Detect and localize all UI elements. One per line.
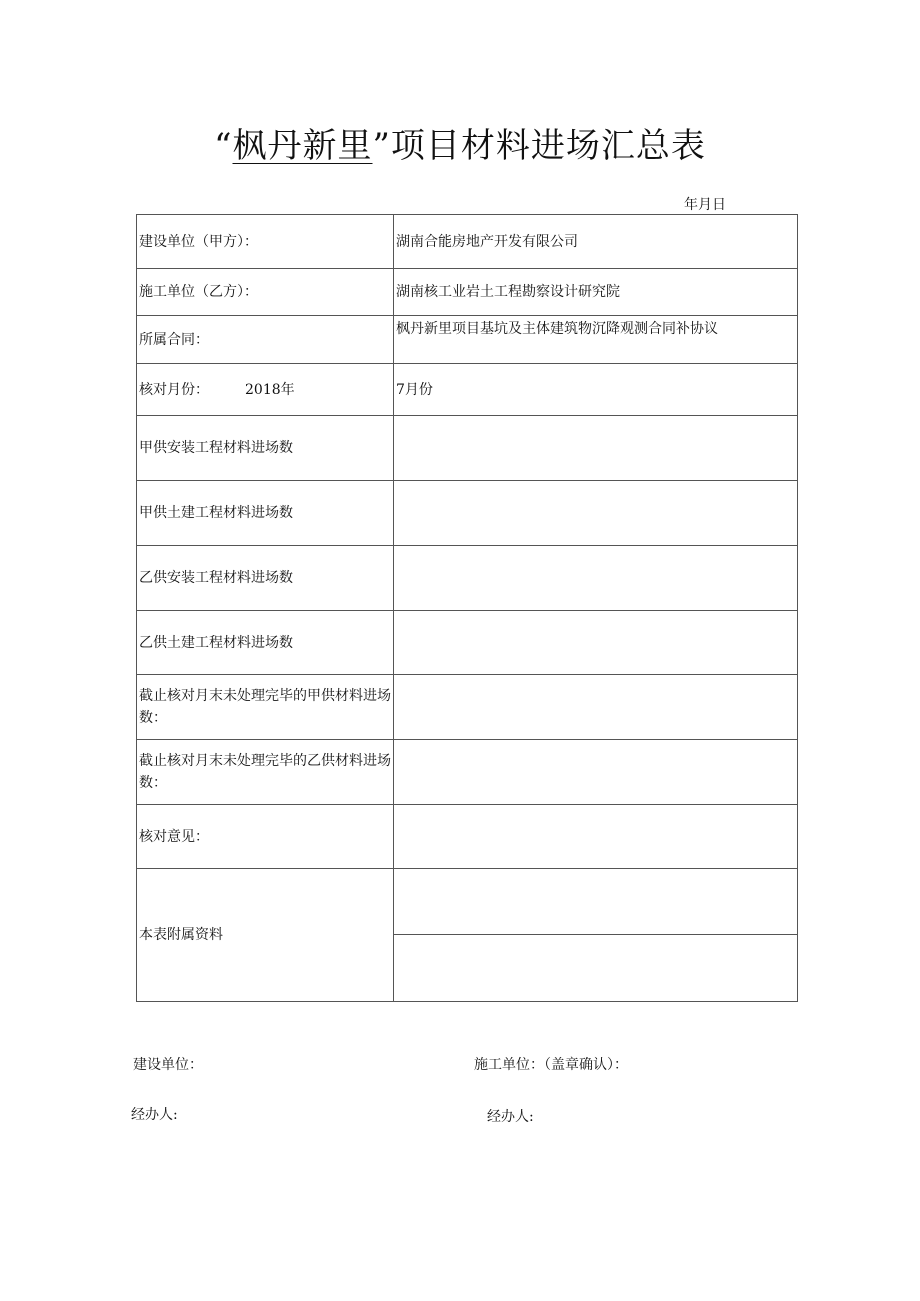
table-row xyxy=(137,215,798,269)
agent-right-label: 经办人: xyxy=(487,1109,534,1125)
page-title xyxy=(0,118,920,167)
row-f-value xyxy=(394,740,798,805)
builder-label: 建设单位（甲方）： xyxy=(137,215,394,269)
row-f-label: 截止核对月末未处理完毕的乙供材料进场数： xyxy=(137,740,394,805)
table-row xyxy=(137,805,798,869)
title-quote-open: “ xyxy=(214,126,233,166)
contractor-label: 施工单位（乙方）： xyxy=(137,269,394,316)
table-row xyxy=(137,269,798,316)
summary-table xyxy=(136,214,798,1002)
contract-value: 枫丹新里项目基坑及主体建筑物沉降观测合同补协议 xyxy=(394,316,798,364)
title-project-name: 枫丹新里 xyxy=(232,126,373,166)
row-b-label: 甲供土建工程材料进场数 xyxy=(137,481,394,546)
builder-value: 湖南合能房地产开发有限公司 xyxy=(394,215,798,269)
table-row xyxy=(137,740,798,805)
month-year: 2018年 xyxy=(245,381,295,398)
row-c-label: 乙供安装工程材料进场数 xyxy=(137,546,394,611)
row-a-value xyxy=(394,416,798,481)
row-e-label: 截止核对月末未处理完毕的甲供材料进场数： xyxy=(137,675,394,740)
agent-left-label: 经办人: xyxy=(131,1107,178,1123)
row-e-value xyxy=(394,675,798,740)
row-h-value-2 xyxy=(394,935,798,1002)
row-h-label: 本表附属资料 xyxy=(137,869,394,1002)
table-row xyxy=(137,675,798,740)
month-value: 7月份 xyxy=(394,364,798,416)
table-row xyxy=(137,869,798,935)
row-h-value-1 xyxy=(394,869,798,935)
title-quote-close: ” xyxy=(372,126,391,166)
row-c-value xyxy=(394,546,798,611)
table-row xyxy=(137,546,798,611)
row-g-label: 核对意见： xyxy=(137,805,394,869)
table-row xyxy=(137,416,798,481)
row-d-value xyxy=(394,611,798,675)
title-rest: 项目材料进场汇总表 xyxy=(390,126,706,166)
row-a-label: 甲供安装工程材料进场数 xyxy=(137,416,394,481)
row-d-label: 乙供土建工程材料进场数 xyxy=(137,611,394,675)
builder-signature-label: 建设单位： xyxy=(133,1057,203,1073)
contractor-value: 湖南核工业岩土工程勘察设计研究院 xyxy=(394,269,798,316)
table-row xyxy=(137,481,798,546)
contract-label: 所属合同： xyxy=(137,316,394,364)
table-row xyxy=(137,316,798,364)
contractor-signature-label: 施工单位：（盖章确认）： xyxy=(474,1057,628,1073)
row-g-value xyxy=(394,805,798,869)
date-label: 年月日 xyxy=(684,197,726,213)
row-b-value xyxy=(394,481,798,546)
month-label: 核对月份： xyxy=(139,381,209,398)
table-row xyxy=(137,364,798,416)
month-cell xyxy=(137,364,394,416)
table-row xyxy=(137,611,798,675)
